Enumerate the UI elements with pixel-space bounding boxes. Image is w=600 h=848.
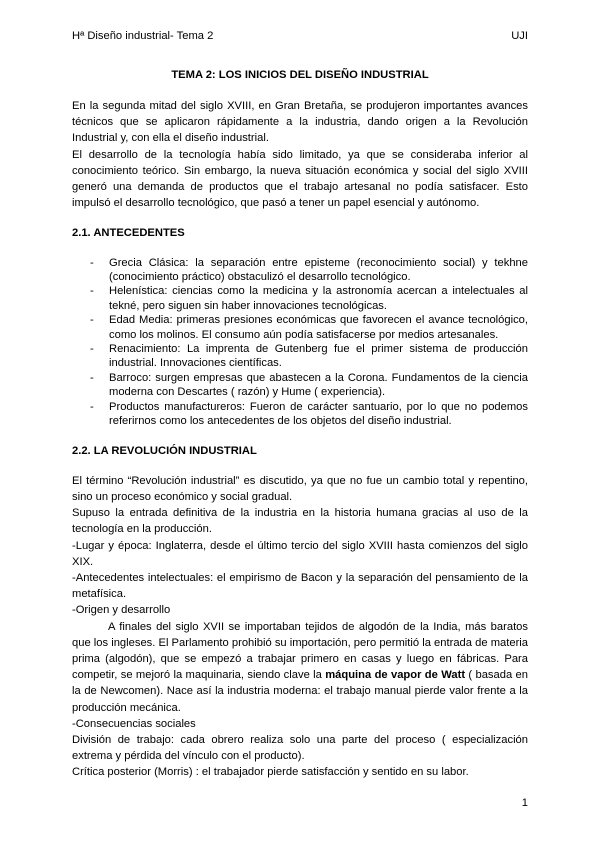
document-body xyxy=(72,98,528,781)
revolucion-paragraph: -Antecedentes intelectuales: el empirismo de Bacon y la separación del pensamiento de la metafísica. xyxy=(72,571,528,601)
subheading-origen: -Origen y desarrollo xyxy=(72,604,171,617)
document-title: TEMA 2: LOS INICIOS DEL DISEÑO INDUSTRIAL xyxy=(171,69,429,81)
section-heading-antecedentes: 2.1. ANTECEDENTES xyxy=(72,227,185,240)
subheading-consecuencias: -Consecuencias sociales xyxy=(72,717,196,730)
list-item: - Barroco: surgen empresas que abastecen a la Corona. Fundamentos de la ciencia moderna con Descartes ( razón) y Hume ( experiencia). xyxy=(90,371,528,399)
list-item: - Grecia Clásica: la separación entre episteme (reconocimiento social) y tekhne (conocimiento práctico) obstaculizó el desarrollo tecnológico. xyxy=(90,256,528,284)
list-item: - Productos manufactureros: Fueron de carácter santuario, por lo que no podemos referirnos como los antecedentes de los objetos del diseño industrial. xyxy=(90,400,528,428)
intro-paragraph-2: El desarrollo de la tecnología había sido limitado, ya que se consideraba inferior al conocimiento teórico. Sin embargo, la nueva situación económica y social del siglo XVIII generó una demanda de productos que el trabajo artesanal no podía satisfacer. Esto impulsó el desarrollo tecnológico, que pasó a tener un papel esencial y autónomo. xyxy=(72,148,528,210)
section-heading-revolucion: 2.2. LA REVOLUCIÓN INDUSTRIAL xyxy=(72,444,257,457)
consecuencias-paragraph: Crítica posterior (Morris) : el trabajador pierde satisfacción y sentido en su labor. xyxy=(72,766,469,779)
header-institution: UJI xyxy=(511,30,528,42)
revolucion-paragraph: -Lugar y época: Inglaterra, desde el último tercio del siglo XVIII hasta comienzos del siglo XIX. xyxy=(72,539,528,568)
page-number: 1 xyxy=(521,797,528,809)
consecuencias-paragraph: División de trabajo: cada obrero realiza solo una parte del proceso ( especialización extrema y pérdida del vínculo con el producto). xyxy=(72,733,528,763)
revolucion-paragraph: Supuso la entrada definitiva de la industria en la historia humana gracias al uso de la tecnología en la producción. xyxy=(72,507,528,536)
watt-emphasis: máquina de vapor de Watt xyxy=(325,669,466,682)
page-header xyxy=(72,30,528,46)
revolucion-paragraph: El término “Revolución industrial” es discutido, ya que no fue un cambio total y repentino, sino un proceso económico y social gradual. xyxy=(72,474,528,503)
list-item: - Edad Media: primeras presiones económicas que favorecen el avance tecnológico, como los molinos. El consumo aún podía satisfacerse por medios artesanales. xyxy=(90,314,528,341)
list-item: - Renacimiento: La imprenta de Gutenberg fue el primer sistema de producción industrial. Innovaciones científicas. xyxy=(90,343,528,370)
intro-paragraph-1: En la segunda mitad del siglo XVIII, en Gran Bretaña, se produjeron importantes avances técnicos que se aplicaron rápidamente a la industria, dando origen a la Revolución Industrial y, con ella el diseño industrial. xyxy=(72,100,528,145)
header-course-title: Hª Diseño industrial- Tema 2 xyxy=(72,30,214,42)
origen-paragraph: A finales del siglo XVII se importaban tejidos de algodón de la India, más baratos que los ingleses. El Parlamento prohibió su importación, pero permitió la entrada de materia prima (algodón), que se empezó a trabajar primero en casas y luego en fábricas. Para competir, se mejoró la maquinaria, siendo clave la máquina de vapor de Watt ( basada en la de Newcomen). Nace así la industria moderna: el trabajo manual pierde valor frente a la producción mecánica. xyxy=(72,620,528,714)
list-item: - Helenística: ciencias como la medicina y la astronomía acercan a intelectuales al tekné, pero siguen sin haber innovaciones tecnológicas. xyxy=(90,285,528,312)
antecedentes-list xyxy=(72,256,528,429)
